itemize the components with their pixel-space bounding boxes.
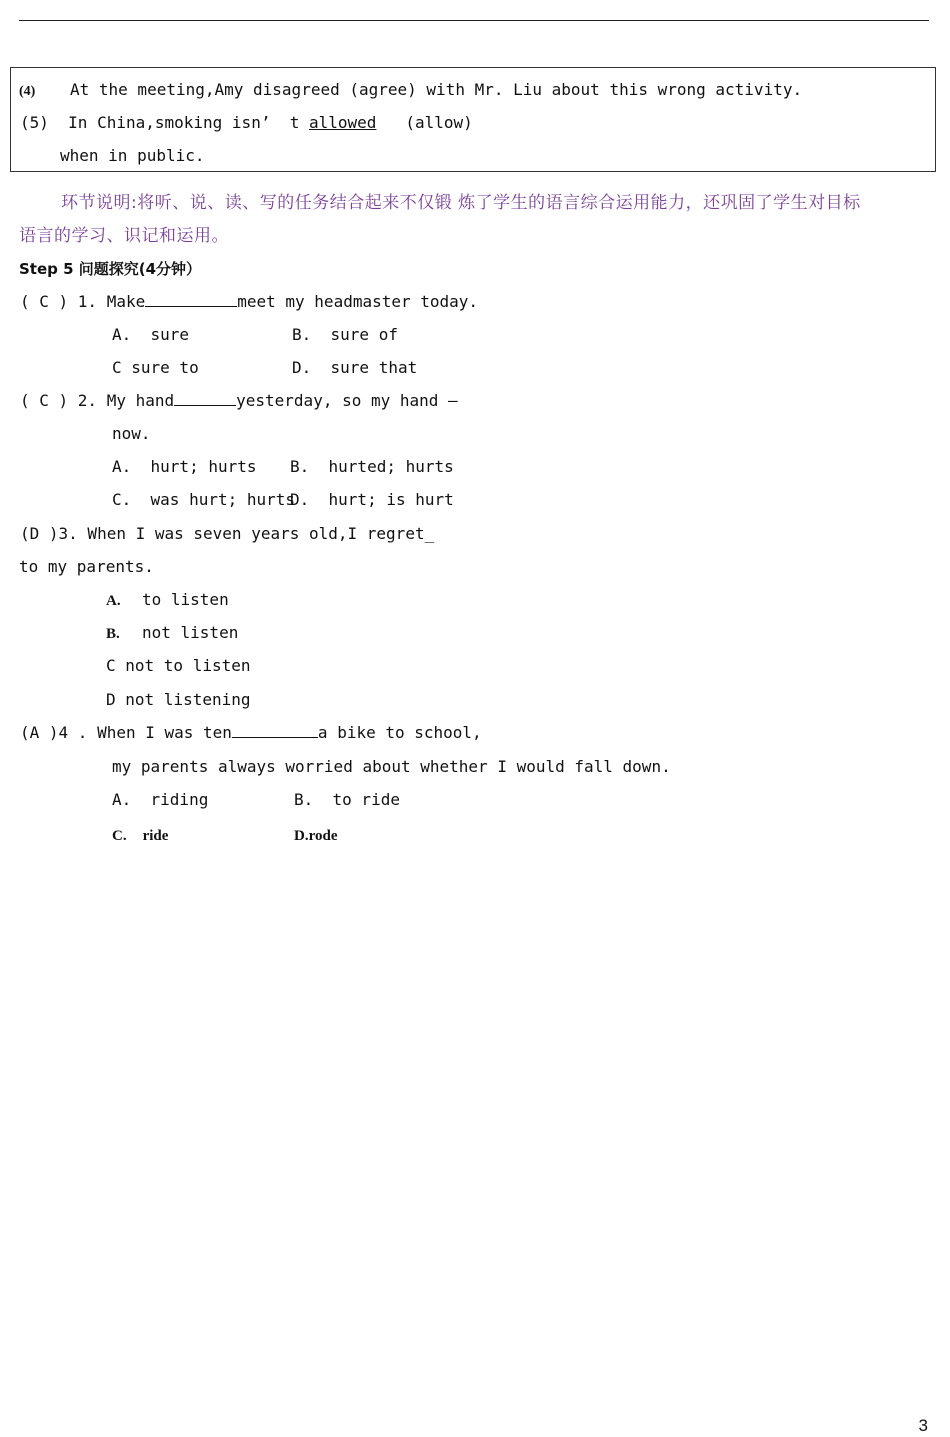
q1-option-b: B. sure of: [292, 325, 398, 344]
q2-option-a: A. hurt; hurts: [112, 457, 257, 476]
q1-option-a: A. sure: [112, 325, 190, 344]
q2-option-b: B. hurted; hurts: [290, 457, 454, 476]
q2-stem-end: yesterday, so my hand —: [236, 391, 458, 410]
q4-option-c: [112, 826, 168, 846]
top-rule: [19, 20, 929, 21]
item-5-answer: allowed: [308, 113, 377, 132]
q2-blank: [174, 391, 236, 406]
q3-option-a: to listen: [142, 590, 229, 609]
q1-option-c: C sure to: [112, 358, 199, 377]
q1-option-d: D. sure that: [292, 358, 418, 377]
q4-option-b: B. to ride: [294, 790, 400, 809]
q4-option-d-text: rode: [308, 828, 338, 844]
q2-option-c: C. was hurt; hurts: [112, 490, 296, 509]
q2-continuation: now.: [112, 424, 151, 443]
q4-stem-end: a bike to school,: [317, 723, 482, 742]
q3-option-b-label: B.: [106, 626, 120, 642]
q3-option-d: D not listening: [106, 690, 251, 709]
q4-option-d: [294, 826, 337, 846]
q2-stem-start: ( C ) 2. My hand: [20, 391, 175, 410]
q1-stem-start: ( C ) 1. Make: [20, 292, 146, 311]
item-5-line: [20, 113, 473, 133]
item-5-line2: when in public.: [60, 146, 205, 165]
q1-blank: [145, 292, 237, 307]
q3-continuation: to my parents.: [19, 557, 154, 576]
q4-stem-start: (A )4 . When I was ten: [20, 723, 232, 742]
q3-option-a-label: A.: [106, 593, 121, 609]
page-number: 3: [918, 1416, 928, 1435]
item-4-number: (4): [19, 84, 36, 99]
step5-title: Step 5 问题探究(4分钟）: [19, 260, 202, 278]
q4-option-c-label: C.: [112, 828, 127, 844]
q4-stem: [20, 723, 482, 743]
item-4-text: At the meeting,Amy disagreed (agree) with Mr. Liu about this wrong activity.: [70, 80, 803, 99]
q4-option-a: A. riding: [112, 790, 209, 809]
q4-option-c-text: ride: [142, 828, 169, 844]
q3-option-c: C not to listen: [106, 656, 251, 675]
q2-stem: [20, 391, 458, 411]
q4-continuation: my parents always worried about whether I would fall down.: [112, 757, 671, 776]
q4-blank: [232, 723, 318, 738]
q3-option-b: not listen: [142, 623, 239, 642]
note-line-1: 环节说明:将听、说、读、写的任务结合起来不仅锻 炼了学生的语言综合运用能力，还巩固了学生对目标: [61, 193, 861, 213]
q1-stem-end: meet my headmaster today.: [237, 292, 479, 311]
note-line-2: 语言的学习、识记和运用。: [19, 226, 229, 246]
item-5-prefix: (5) In China,smoking isn’ t: [20, 113, 309, 132]
q2-option-d: D. hurt; is hurt: [290, 490, 454, 509]
q3-stem: (D )3. When I was seven years old,I regret_: [20, 524, 435, 543]
item-5-suffix: (allow): [376, 113, 473, 132]
q4-option-d-label: D.: [294, 828, 309, 844]
q1-stem: [20, 292, 478, 312]
